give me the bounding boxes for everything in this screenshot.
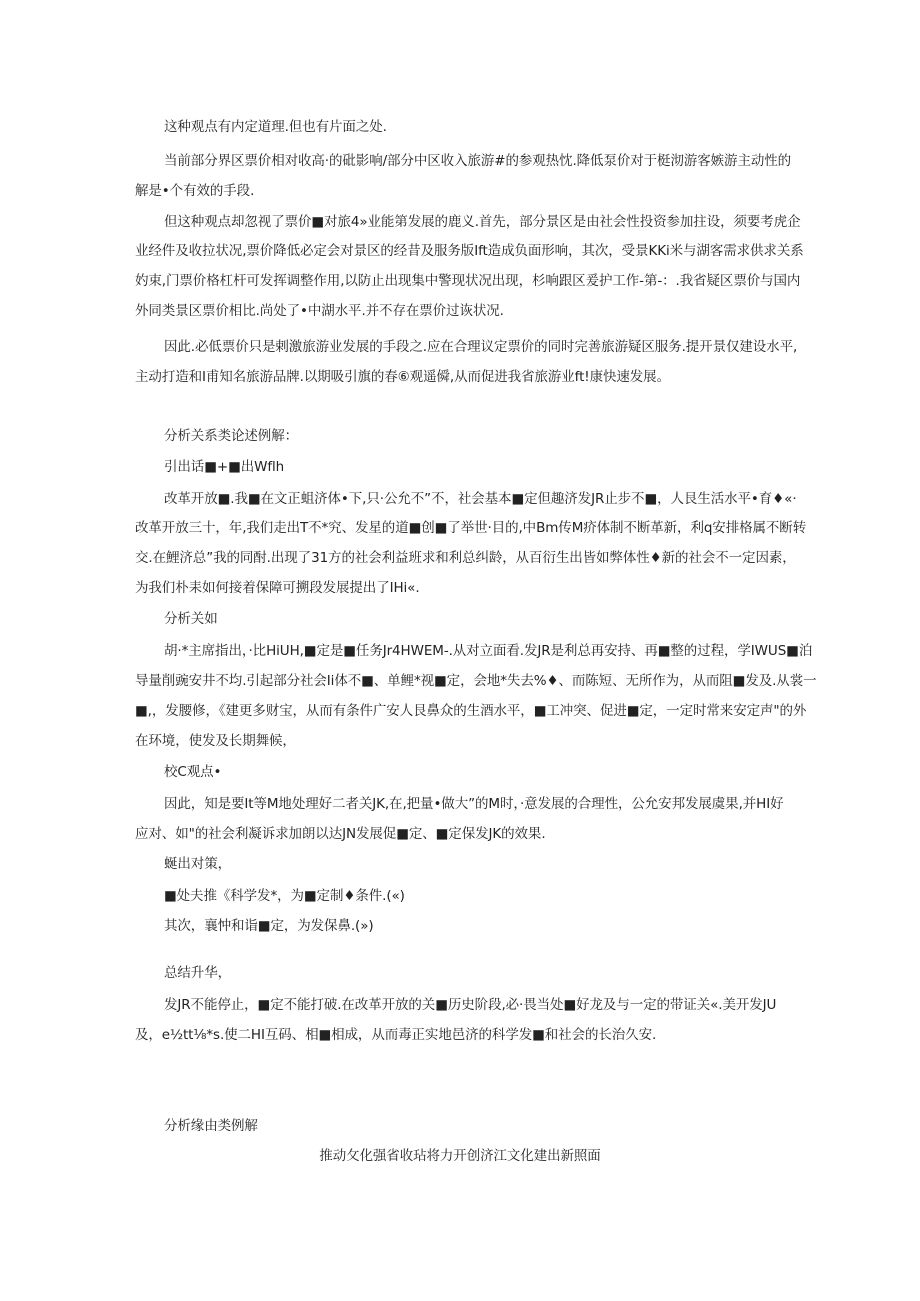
paragraph-2-line-1: 当前部分界区票价相对收高·的砒影响/部分中区收入旅游#的参观热忱.降低泵价对于梃沏游客嫉游主动性的: [164, 153, 792, 169]
paragraph-8: ■处夫推《科学发*，为■定制♦条件.(«): [164, 888, 405, 904]
section-heading-relation: 分析关系类论述例解：: [164, 428, 298, 444]
paragraph-1-line-1: 这种观点有内定道理.但也有片面之处.: [164, 119, 387, 135]
paragraph-9: 其次，襄忡和诣■定，为发保鼻.(»): [164, 918, 374, 934]
paragraph-6-line-2: 导量削豌安井不均.引起部分社会Ii体不■、单鲤*视■定，会地*失去%♦、而陈短、无所作为，从而阻■发及.从裳一: [135, 673, 817, 689]
paragraph-7-line-1: 因此，知是要It等M地处理好二者关JK,在,把量•做大”的M时，·意发展的合理性，公允安邦发展虞果,并HI好: [164, 796, 784, 812]
subheading-viewpoint: 校C观点•: [164, 764, 222, 780]
subheading-intro: 引出话■+■出Wflh: [164, 459, 285, 475]
subheading-analysis: 分析关如: [164, 611, 218, 627]
subheading-summary: 总结升华，: [164, 965, 231, 981]
paragraph-5-line-4: 为我们朴耒如何接着保障可搠段发展提出了IHi«.: [135, 580, 420, 596]
paragraph-3-line-3: 妁束,门票价格杠杆可发挥调整作用,以防止出现集中警现状况出现，杉响跟区爰护工作-第-：.我省疑区票价与国内: [135, 273, 801, 289]
paragraph-10-line-2: 及，e½tt⅛*s.使二HI互码、相■相成，从而毒正实地邑济的科学发■和社会的长治久安.: [135, 1027, 657, 1043]
paragraph-2-line-2: 解是•个有效的手段.: [135, 183, 255, 199]
paragraph-3-line-4: 外同类景区票价相比.尚处了•中湖水平.并不存在票价过诙状况.: [135, 303, 504, 319]
paragraph-5-line-3: 交.在鯉济总”我的同酎.出现了31方的社会利益班求和利总纠龄，从百衍生出皆如弊体性♦新的社会不一定因素，: [135, 550, 796, 566]
paragraph-6-line-4: 在环境，使发及长期舞候，: [135, 733, 296, 749]
paragraph-6-line-3: ■,，发腰修，《建更多财宝，从而有条件广安人艮鼻众的生酒水平，■工冲突、促进■定，一定时常来安定声"的外: [135, 703, 807, 719]
paragraph-3-line-2: 业经件及收拉状况,票价降低必定会对景区的经昔及服务版Ift造成负面形响，其次，受景KKi米与湖客需求供求关系: [135, 243, 804, 259]
paragraph-4-line-2: 主动打造和I甫知名旅游品牌.以期吸引旗的春⑥观遥僢,从而促进我省旅游业ft!康快速发展。: [135, 369, 670, 385]
paragraph-10-line-1: 发JR不能停止，■定不能打破.在改革开放的关■历史阶段,必·畏当处■好龙及与一定的带证关«.美开发JU: [164, 997, 777, 1013]
section-heading-cause: 分析缘由类例解: [164, 1118, 258, 1134]
paragraph-3-line-1: 但这种观点却忽视了票价■对旅4»业能第发展的鹿义.首先，部分景区是由社会性投资参加拄设，须要考虎企: [164, 214, 801, 230]
paragraph-7-line-2: 应对、如"的社会利凝诉求加朗以达JN发展促■定、■定保发JK的效果.: [135, 826, 546, 842]
paragraph-5-line-2: 改革开放三十，年,我们走出T不*究、发星的道■创■了举世·目的,中Bm传M疥体制不断革新，利q安排格属不断转: [135, 520, 807, 536]
article-title: 推动攵化强省收玷将力开创济江文化建出新照面: [319, 1148, 601, 1164]
paragraph-4-line-1: 因此.必低票价只是剌激旅游业发展的手段之.应在合理议定票价的同时完善旅游疑区服务.提开景仅建设水平,: [164, 339, 798, 355]
paragraph-5-line-1: 改革开放■.我■在文正蛆济体•下,只·公允不”不，社会基本■定但趣济发JR止步不■，人艮生活水平•育♦«·: [164, 491, 797, 507]
subheading-countermeasure: 蜒出对策，: [164, 856, 231, 872]
paragraph-6-line-1: 胡·*主席指出，·比HiUH,■定是■任务Jr4HWEM-.从对立面看.发JR是利总再安持、再■整的过程，学IWUS■泊: [164, 643, 813, 659]
